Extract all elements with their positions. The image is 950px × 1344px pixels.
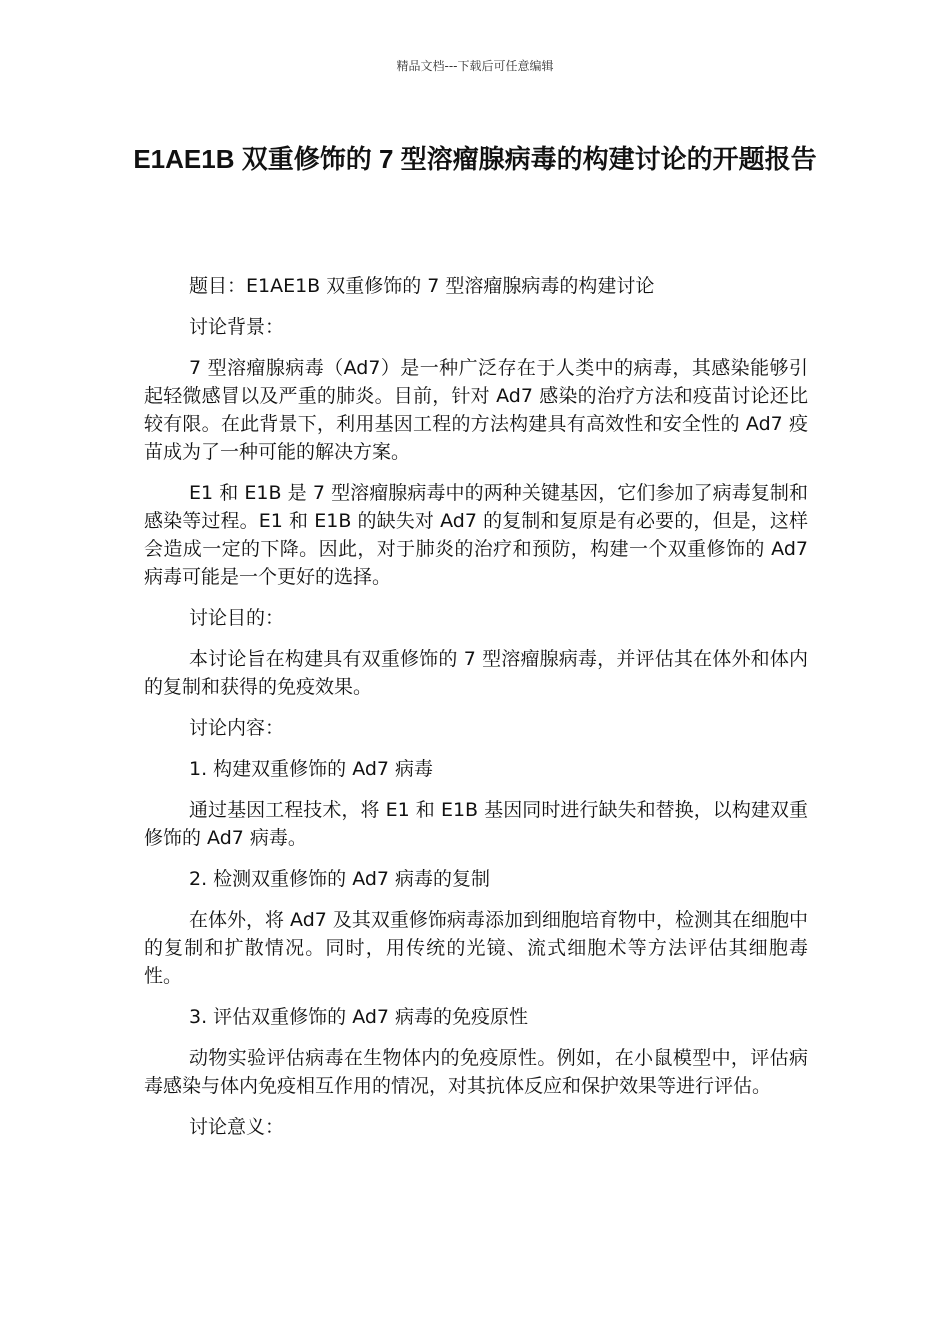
paragraph-topic: 题目：E1AE1B 双重修饰的 7 型溶瘤腺病毒的构建讨论: [189, 275, 655, 297]
item-3-text: 动物实验评估病毒在生物体内的免疫原性。例如，在小鼠模型中，评估病毒感染与体内免疫相互作用的情况，对其抗体反应和保护效果等进行评估。: [144, 1047, 808, 1097]
document-title: E1AE1B 双重修饰的 7 型溶瘤腺病毒的构建讨论的开题报告: [133, 144, 817, 174]
paragraph-background-2: E1 和 E1B 是 7 型溶瘤腺病毒中的两种关键基因，它们参加了病毒复制和感染等过程。E1 和 E1B 的缺失对 Ad7 的复制和复原是有必要的，但是，这样会造成一定的下降。因此，对于肺炎的治疗和预防，构建一个双重修饰的 Ad7 病毒可能是一个更好的选择。: [144, 482, 808, 588]
heading-purpose: 讨论目的：: [189, 607, 285, 629]
paragraph-purpose: 本讨论旨在构建具有双重修饰的 7 型溶瘤腺病毒，并评估其在体外和体内的复制和获得的免疫效果。: [144, 648, 808, 698]
page-header: 精品文档---下载后可任意编辑: [396, 59, 554, 73]
heading-background: 讨论背景：: [189, 316, 285, 338]
document-body: [144, 272, 808, 1154]
item-1-heading: 1. 构建双重修饰的 Ad7 病毒: [189, 758, 434, 780]
heading-content: 讨论内容：: [189, 717, 285, 739]
item-2-text: 在体外，将 Ad7 及其双重修饰病毒添加到细胞培育物中，检测其在细胞中的复制和扩散情况。同时，用传统的光镜、流式细胞术等方法评估其细胞毒性。: [144, 909, 808, 987]
paragraph-background-1: 7 型溶瘤腺病毒（Ad7）是一种广泛存在于人类中的病毒，其感染能够引起轻微感冒以及严重的肺炎。目前，针对 Ad7 感染的治疗方法和疫苗讨论还比较有限。在此背景下，利用基因工程的方法构建具有高效性和安全性的 Ad7 疫苗成为了一种可能的解决方案。: [144, 357, 808, 463]
item-3-heading: 3. 评估双重修饰的 Ad7 病毒的免疫原性: [189, 1006, 529, 1028]
item-2-heading: 2. 检测双重修饰的 Ad7 病毒的复制: [189, 868, 491, 890]
heading-significance: 讨论意义：: [189, 1116, 285, 1138]
item-1-text: 通过基因工程技术，将 E1 和 E1B 基因同时进行缺失和替换，以构建双重修饰的 Ad7 病毒。: [144, 799, 808, 849]
